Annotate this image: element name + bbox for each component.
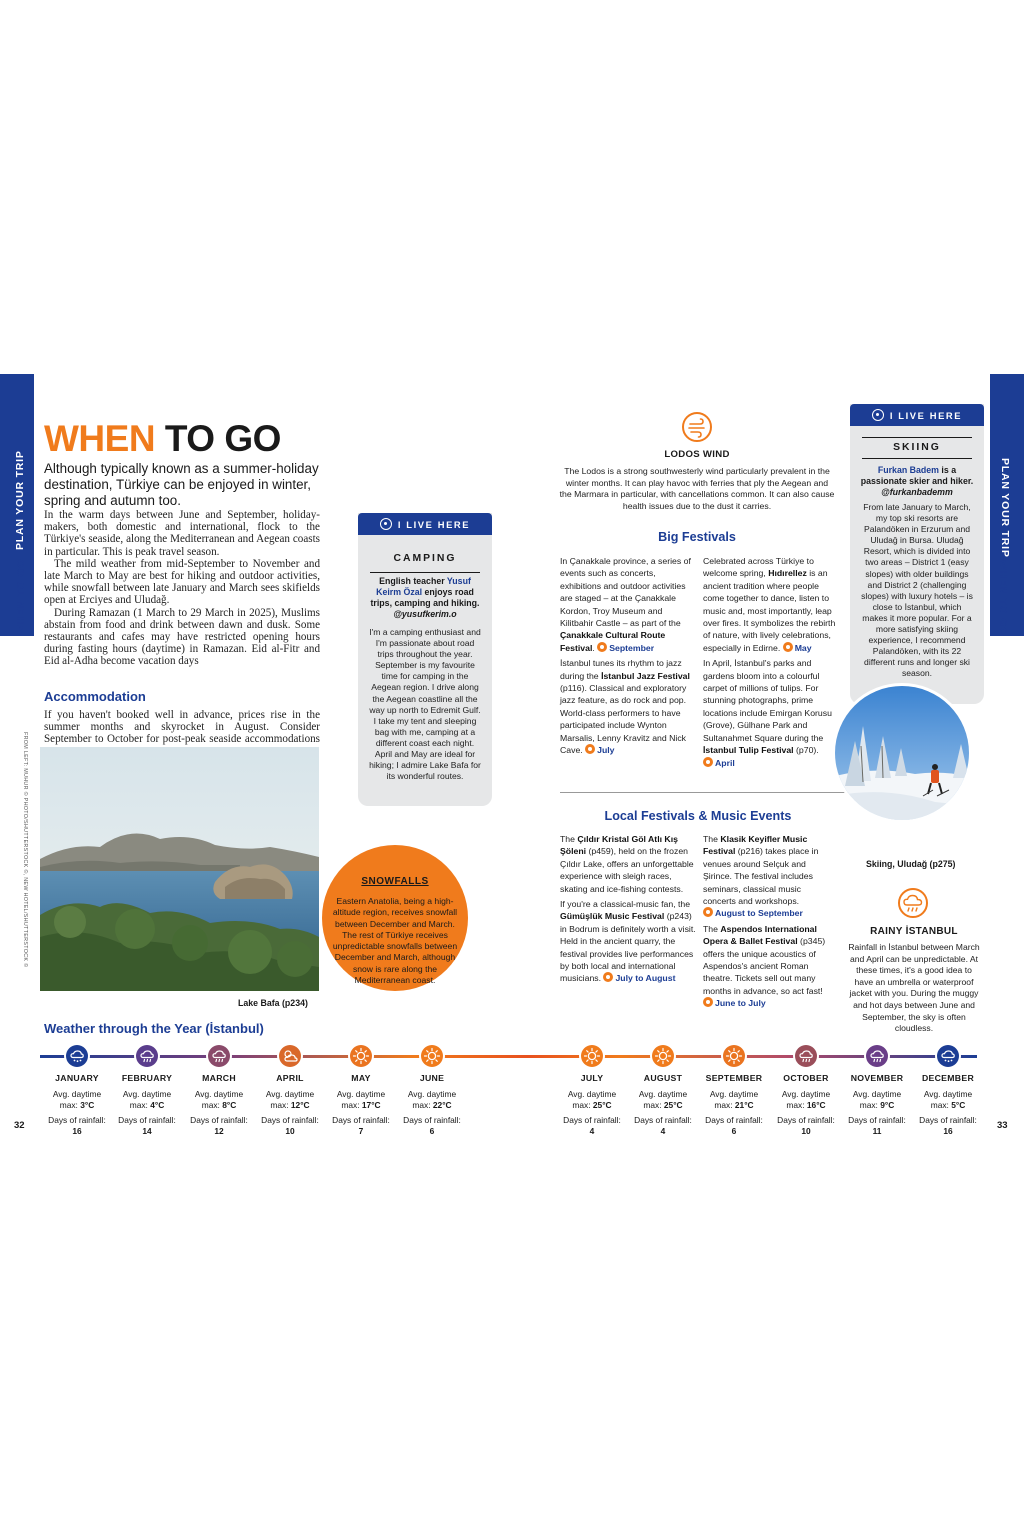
body-paragraph: The mild weather from mid-September to November and late March to May are best for hiking and outdoor activities, while snowfall between late January and March sees skifields open at Erciyes and Uludağ. [44,557,320,607]
weather-month-name: FEBRUARY [121,1073,173,1083]
lake-bafa-photo [40,747,319,991]
weather-month-name: JANUARY [55,1073,99,1083]
camping-card-title: CAMPING [358,553,492,565]
weather-avg-temp [397,1089,467,1112]
festival-entry [560,657,696,756]
weather-month-name: JULY [580,1073,604,1083]
sun-icon [603,972,613,982]
max-line [326,1100,396,1111]
festival-desc: The [703,923,721,934]
festival-desc-end: (p70). [793,745,819,756]
weather-month-name: SEPTEMBER [705,1073,763,1083]
skiing-card-header [850,404,984,426]
weather-month-name: OCTOBER [783,1073,829,1083]
body-text [44,509,320,668]
body-paragraph: During Ramazan (1 March to 29 March in 2025), Muslims abstain from food and drink between dawn and dusk. Some restaurants and cafes may have restricted opening hours during fasting hours (daytime) in Ramazan. Eid al-Fitr and Eid al-Adha become vacation days [44,606,320,668]
max-temp-value: 22°C [432,1100,452,1111]
max-line [842,1100,912,1111]
rain-days-value: 6 [429,1126,435,1137]
sun-icon [350,1045,372,1067]
rainy-text: Rainfall in İstanbul between March and April can be unpredictable. At these times, it's a good idea to have an umbrella or waterproof jacket with you. During the muggy and hot days between June and September, the sky is often cloudless. [848,942,980,1034]
max-line [913,1100,983,1111]
weather-rain-days [326,1115,396,1138]
festival-name: Çıldır Kristal Göl Atlı Kış Şöleni [560,834,678,857]
festival-entry [703,555,837,654]
snow-cloud-icon [937,1045,959,1067]
avg-label: Avg. daytime [852,1089,902,1099]
big-festivals-left-column [560,555,696,760]
rain-days-value: 16 [72,1126,82,1137]
skiing-photo [832,683,972,823]
snowfalls-title: SNOWFALLS [361,876,429,887]
rain-cloud-icon [795,1045,817,1067]
festival-name: Klasik Keyifler Music Festival [703,834,808,857]
avg-label: Avg. daytime [265,1089,315,1099]
page-number-left: 32 [14,1120,25,1131]
i-live-here-label: I LIVE HERE [397,518,471,530]
weather-rain-days [397,1115,467,1138]
weather-rain-days [771,1115,841,1138]
max-line [771,1100,841,1111]
max-temp-value: 9°C [880,1100,895,1111]
max-label: max: [59,1100,78,1111]
rain-days-value: 11 [872,1126,882,1137]
skiing-card-title: SKIING [893,442,941,453]
rain-cloud-icon [866,1045,888,1067]
festival-desc: If you're a classical-music fan, the [560,899,691,910]
weather-month-name: AUGUST [643,1073,683,1083]
festival-name: İstanbul Tulip Festival [703,745,794,756]
intro-suffix: enjoys road trips, camping and hiking. [370,587,480,608]
festival-month: May [783,643,812,653]
rain-label: Days of rainfall: [403,1115,461,1125]
photo-credit: FROM LEFT: MUHUR © PHOTO/SHUTTERSTOCK ©, NEW HOTEL/SHUTTERSTOCK © [22,732,28,968]
skiing-card-intro [858,465,976,498]
big-festivals-right-column [703,555,837,772]
festival-desc-end: (p116). Classical and exploratory jazz feature, as do rock and pop. World-class performers to have participated include Wynton Marsalis, Lenny Kravitz and Nick Cave. [560,683,687,756]
local-festivals-heading: Local Festivals & Music Events [604,809,792,823]
max-label: max: [412,1100,431,1111]
rain-days-value: 4 [589,1126,595,1137]
sun-icon [703,907,713,917]
lodos-title: LODOS WIND [664,449,730,460]
max-label: max: [643,1100,662,1111]
location-pin-icon [380,518,392,530]
festival-desc-end: . [592,642,598,653]
camping-person-name: Yusuf Keirm Özal [376,576,471,597]
festival-name: İstanbul Jazz Festival [601,670,690,681]
festival-entry [560,833,696,895]
festival-entry [703,833,835,920]
avg-label: Avg. daytime [122,1089,172,1099]
weather-avg-temp [326,1089,396,1112]
weather-rain-days [557,1115,627,1138]
skiing-card [850,404,984,704]
intro-text: Although typically known as a summer-holiday destination, Türkiye can be enjoyed in winter, spring and autumn too. [44,461,319,508]
skiing-person-name: Furkan Badem [877,465,939,475]
weather-avg-temp [112,1089,182,1112]
left-tab-plan-your-trip: PLAN YOUR TRIP [14,450,26,550]
intro-suffix: is a passionate skier and hiker. [860,465,974,486]
max-line [112,1100,182,1111]
card-rule [862,458,972,459]
festival-entry [560,898,696,985]
festival-month: September [597,643,654,653]
avg-label: Avg. daytime [407,1089,457,1099]
weather-heading: Weather through the Year (İstanbul) [44,1021,264,1036]
festival-desc-end: (p243) in Bodrum is definitely worth a visit. Held in the ancient quarry, the festival provides live performances by both local and international musicians. [560,911,696,984]
weather-month-name: JUNE [419,1073,445,1083]
weather-month-name: APRIL [276,1073,304,1083]
sun-icon [703,997,713,1007]
avg-label: Avg. daytime [781,1089,831,1099]
rain-label: Days of rainfall: [777,1115,835,1125]
weather-avg-temp [255,1089,325,1112]
max-line [628,1100,698,1111]
weather-avg-temp [557,1089,627,1112]
weather-avg-temp [913,1089,983,1112]
local-festivals-left-column [560,833,696,988]
max-temp-value: 5°C [951,1100,966,1111]
sun-icon [783,642,793,652]
max-label: max: [129,1100,148,1111]
card-rule [862,437,972,438]
max-line [255,1100,325,1111]
festival-desc-end: (p459), held on the frozen Çıldır Lake, offers an unforgettable experience with sleigh races, skating and ice-fishing contests. [560,846,694,894]
rain-days-value: 16 [943,1126,953,1137]
rain-days-value: 12 [214,1126,224,1137]
sun-icon [723,1045,745,1067]
rain-label: Days of rainfall: [563,1115,621,1125]
skiing-caption: Skiing, Uludağ (p275) [866,859,956,869]
weather-rain-days [913,1115,983,1138]
accommodation-text: If you haven't booked well in advance, prices rise in the summer months and skyrocket in August. Consider September to October for post-peak seaside accommodations [44,709,320,746]
weather-rain-days [628,1115,698,1138]
rain-cloud-icon [136,1045,158,1067]
sun-icon [597,642,607,652]
festival-desc-end: is an ancient tradition where people come together to dance, listen to music and, most importantly, leap over fires. It symbolizes the rebirth of nature, with lively celebrations, especially in Edirne. [703,568,836,653]
avg-label: Avg. daytime [52,1089,102,1099]
max-temp-value: 3°C [80,1100,95,1111]
left-tab-when-to-go: WHEN TO GO [15,558,27,636]
accommodation-heading: Accommodation [44,689,146,704]
right-tab-plan-your-trip: PLAN YOUR TRIP [999,458,1011,558]
max-line [557,1100,627,1111]
rainy-title: RAINY İSTANBUL [870,926,958,937]
rain-days-value: 10 [801,1126,811,1137]
rain-days-value: 10 [285,1126,295,1137]
rain-cloud-icon [898,888,928,918]
intro-prefix: English teacher [379,576,447,586]
right-tab-when-to-go: WHEN TO GO [997,559,1009,637]
weather-rain-days [184,1115,254,1138]
lake-bafa-caption: Lake Bafa (p234) [238,998,308,1008]
max-temp-value: 25°C [663,1100,683,1111]
camping-card-intro [366,576,484,620]
max-temp-value: 25°C [592,1100,612,1111]
sun-icon [703,757,713,767]
rain-label: Days of rainfall: [190,1115,248,1125]
avg-label: Avg. daytime [567,1089,617,1099]
festival-month: August to September [703,908,803,918]
camping-card-header [358,513,492,535]
max-line [397,1100,467,1111]
festival-month: July to August [603,973,675,983]
max-line [42,1100,112,1111]
location-pin-icon [872,409,884,421]
weather-avg-temp [842,1089,912,1112]
title-to-go: TO GO [164,418,281,459]
section-divider [560,792,862,793]
sun-icon [585,744,595,754]
max-label: max: [786,1100,805,1111]
rain-label: Days of rainfall: [118,1115,176,1125]
i-live-here-label: I LIVE HERE [889,409,963,421]
festival-desc: The [703,834,721,844]
lake-bafa-image [40,747,319,991]
camping-handle: @yusufkerim.o [393,609,457,619]
weather-avg-temp [699,1089,769,1112]
festival-desc-end: (p345) offers the unique acoustics of Aspendos's ancient Roman theatre. Tickets sell out many months in advance, so act fast! [703,936,826,996]
sun-icon [581,1045,603,1067]
weather-rain-days [255,1115,325,1138]
avg-label: Avg. daytime [336,1089,386,1099]
weather-rain-days [112,1115,182,1138]
sun-icon [421,1045,443,1067]
rain-label: Days of rainfall: [705,1115,763,1125]
rain-days-value: 4 [660,1126,666,1137]
festival-desc-end: (p216) takes place in venues around Selçuk and Şirince. The festival includes seminars, classical music concerts and workshops. [703,846,819,907]
festival-entry [703,657,837,769]
weather-rain-days [42,1115,112,1138]
max-temp-value: 4°C [150,1100,165,1111]
avg-label: Avg. daytime [194,1089,244,1099]
max-line [184,1100,254,1111]
title-when: WHEN [44,418,156,459]
festival-desc: In April, İstanbul's parks and gardens bloom into a colourful carpet of millions of tulips. For stunning photographs, prime locations include Emirgan Korusu (Grove), Gülhane Park and Sultanahmet Square during the [703,658,832,743]
rain-label: Days of rainfall: [634,1115,692,1125]
skiing-card-text: From late January to March, my top ski resorts are Palandöken in Erzurum and Uludağ in Bursa. Uludağ Resort, which is divided into two areas – District 1 (easy slopes) with older buildings and District 2 (challenging slopes) with luxury hotels – is close to İstanbul, which makes it more popular. For a more satisfying skiing experience, I recommend Palandöken, with its 22 different runs and longer ski season. [861,502,973,679]
max-label: max: [341,1100,360,1111]
weather-rain-days [842,1115,912,1138]
max-label: max: [714,1100,733,1111]
max-temp-value: 12°C [290,1100,310,1111]
festival-entry [560,555,696,654]
sun-cloud-icon [279,1045,301,1067]
festival-month: April [703,758,735,768]
page-number-right: 33 [997,1120,1008,1131]
max-label: max: [930,1100,949,1111]
avg-label: Avg. daytime [709,1089,759,1099]
rain-label: Days of rainfall: [919,1115,977,1125]
lodos-text: The Lodos is a strong southwesterly wind particularly prevalent in the winter months. It can play havoc with ferries that ply the Aegean and the Marmara in particular, with cancellations common. It can also cause health issues due to the dust it carries. [559,466,835,511]
camping-card [358,513,492,806]
rain-label: Days of rainfall: [848,1115,906,1125]
rain-label: Days of rainfall: [261,1115,319,1125]
max-label: max: [270,1100,289,1111]
avg-label: Avg. daytime [638,1089,688,1099]
wind-icon [682,412,712,442]
weather-timeline [40,1055,977,1058]
weather-avg-temp [42,1089,112,1112]
festival-name: Çanakkale Cultural Route Festival [560,630,666,653]
page-title [44,418,281,460]
max-temp-value: 21°C [734,1100,754,1111]
weather-avg-temp [771,1089,841,1112]
weather-avg-temp [628,1089,698,1112]
max-temp-value: 16°C [806,1100,826,1111]
weather-month-name: MAY [351,1073,371,1083]
card-rule [370,572,480,573]
sun-icon [652,1045,674,1067]
festival-name: Aspendos International Opera & Ballet Festival [703,923,817,947]
festival-desc: İstanbul tunes its rhythm to jazz during the [560,658,682,681]
weather-avg-temp [184,1089,254,1112]
camping-card-text: I'm a camping enthusiast and I'm passionate about road trips throughout the year. September is my favourite time for camping in the Aegean region. I drive along the Aegean coastline all the way up north to Edremit Gulf. I take my tent and sleeping bag with me, camping at a different coast each night. April and May are ideal for hiking; I admire Lake Bafa for its wonderful routes. [369,627,481,782]
rain-label: Days of rainfall: [332,1115,390,1125]
festival-month: June to July [703,998,766,1008]
rain-cloud-icon [208,1045,230,1067]
max-temp-value: 17°C [361,1100,381,1111]
max-temp-value: 8°C [222,1100,237,1111]
rain-cloud-glyph [900,890,926,916]
snowfalls-text: Eastern Anatolia, being a high-altitude region, receives snowfall between December and March. The rest of Türkiye receives unpredictable snowfalls between December and March, although snow is rare along the Mediterranean coast. [332,896,458,986]
skiing-image [835,686,972,823]
festival-desc: In Çanakkale province, a series of events such as concerts, exhibitions and outdoor activities are staged – at the Çanakkale Kordon, Troy Museum and Kilitbahir Castle – as part of the [560,556,691,629]
max-label: max: [572,1100,591,1111]
festival-name: Gümüşlük Music Festival [560,911,665,922]
weather-month-name: NOVEMBER [850,1073,904,1083]
weather-month-name: MARCH [202,1073,236,1083]
local-festivals-right-column [703,833,835,1013]
festival-month: July [585,745,614,755]
festival-desc: The [560,834,578,844]
snow-cloud-icon [66,1045,88,1067]
weather-month-name: DECEMBER [921,1073,975,1083]
body-paragraph: In the warm days between June and September, holiday-makers, both domestic and international, flock to the Türkiye's seaside, along the Mediterranean and Aegean coasts in particular. This is peak travel season. [44,509,320,558]
rain-label: Days of rainfall: [48,1115,106,1125]
wind-icon-glyph [684,414,710,440]
rain-days-value: 7 [358,1126,364,1137]
festival-name: Hıdırellez [768,568,807,579]
big-festivals-heading: Big Festivals [658,530,736,544]
festival-entry [703,923,835,1010]
festival-desc: Celebrated across Türkiye to welcome spring, [703,556,814,579]
rain-days-value: 14 [142,1126,152,1137]
skiing-handle: @furkanbademm [881,487,953,497]
max-label: max: [859,1100,878,1111]
max-label: max: [201,1100,220,1111]
rain-days-value: 6 [731,1126,737,1137]
avg-label: Avg. daytime [923,1089,973,1099]
weather-rain-days [699,1115,769,1138]
max-line [699,1100,769,1111]
